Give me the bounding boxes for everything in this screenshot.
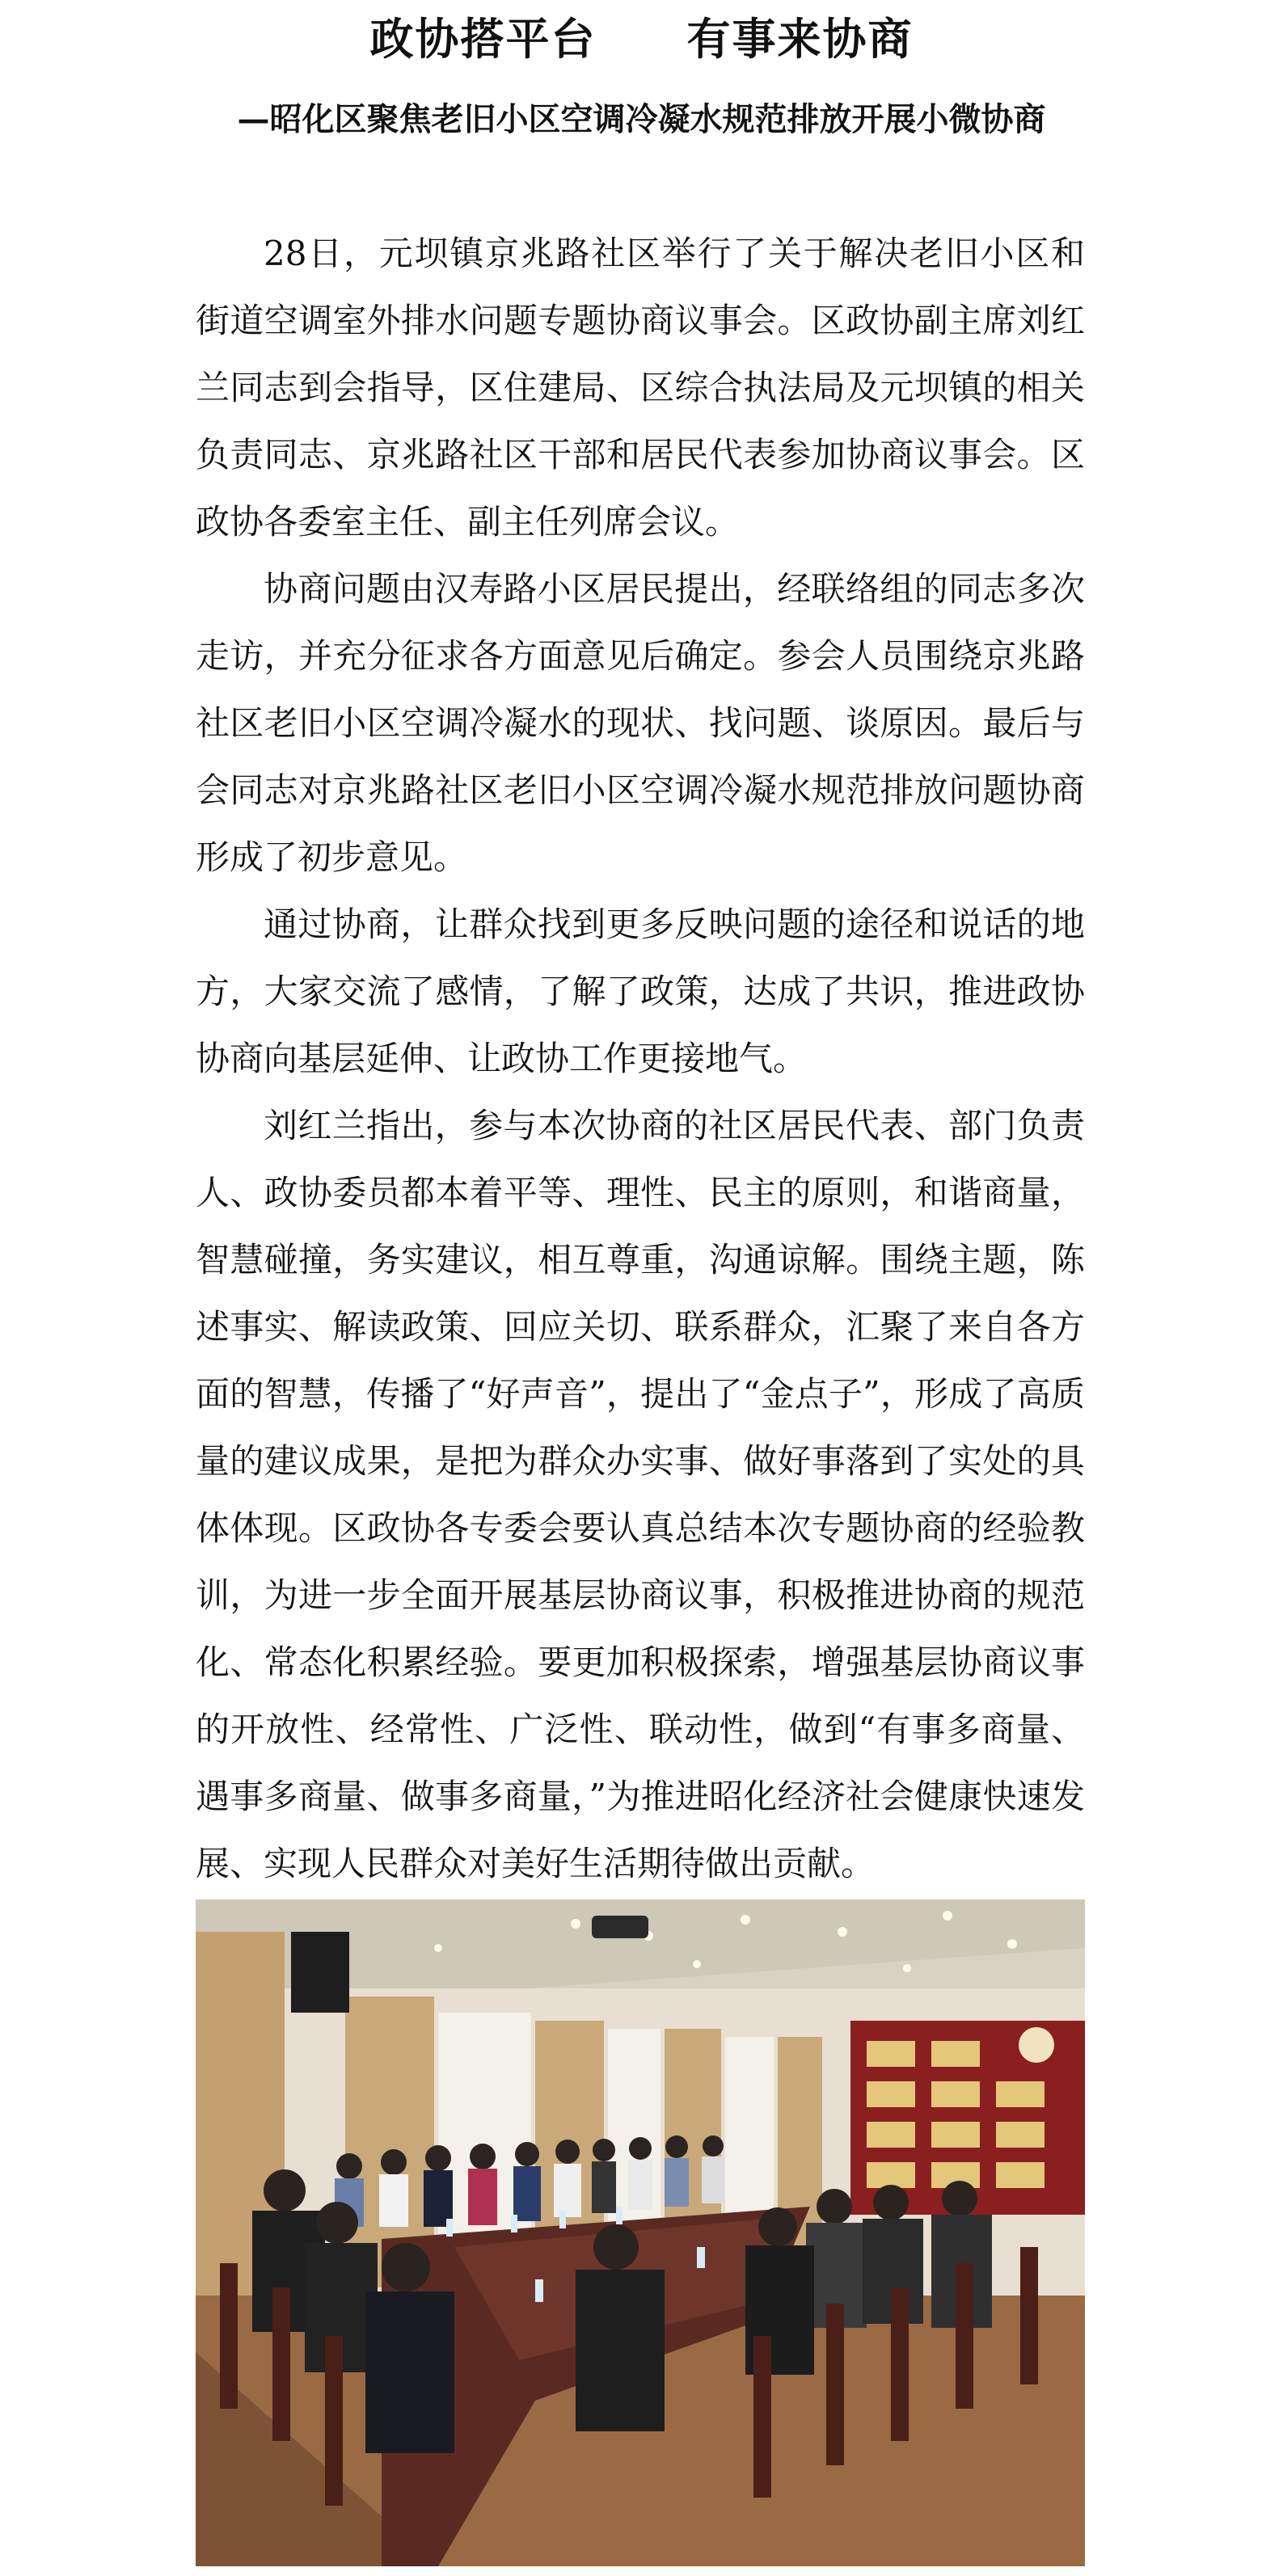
paragraph: 刘红兰指出，参与本次协商的社区居民代表、部门负责人、政协委员都本着平等、理性、民主的原则，和谐商量，智慧碰撞，务实建议，相互尊重，沟通谅解。围绕主题，陈述事实、解读政策、回应关切、联系群众，汇聚了来自各方面的智慧，传播了“好声音”，提出了“金点子”，形成了高质量的建议成果，是把为群众办实事、做好事落到了实处的具体体现。区政协各专委会要认真总结本次专题协商的经验教训，为进一步全面开展基层协商议事，积极推进协商的规范化、常态化积累经验。要更加积极探索，增强基层协商议事的开放性、经常性、广泛性、联动性，做到“有事多商量、遇事多商量、做事多商量，”为推进昭化经济社会健康快速发展、实现人民群众对美好生活期待做出贡献。 — [196, 1106, 1085, 1883]
meeting-photo — [196, 1899, 1085, 2566]
meeting-room-illustration — [196, 1899, 1085, 2566]
emblem — [1019, 2027, 1054, 2063]
paragraph: 协商问题由汉寿路小区居民提出，经联络组的同志多次走访，并充分征求各方面意见后确定。参会人员围绕京兆路社区老旧小区空调冷凝水的现状、找问题、谈原因。最后与会同志对京兆路社区老旧小区空调冷凝水规范排放问题协商形成了初步意见。 — [196, 569, 1085, 877]
paragraph: 通过协商，让群众找到更多反映问题的途径和说话的地方，大家交流了感情，了解了政策，达成了共识，推进政协协商向基层延伸、让政协工作更接地气。 — [196, 904, 1085, 1078]
wall-speaker — [291, 1932, 349, 2013]
article-title: 政协搭平台 有事来协商 — [369, 13, 914, 65]
article-subtitle: —昭化区聚焦老旧小区空调冷凝水规范排放开展小微协商 — [237, 100, 1046, 138]
projector — [592, 1916, 648, 1938]
article-body — [196, 220, 1085, 1897]
paragraph: 28日，元坝镇京兆路社区举行了关于解决老旧小区和街道空调室外排水问题专题协商议事会。区政协副主席刘红兰同志到会指导，区住建局、区综合执法局及元坝镇的相关负责同志、京兆路社区干部和居民代表参加协商议事会。区政协各委室主任、副主任列席会议。 — [196, 234, 1085, 542]
